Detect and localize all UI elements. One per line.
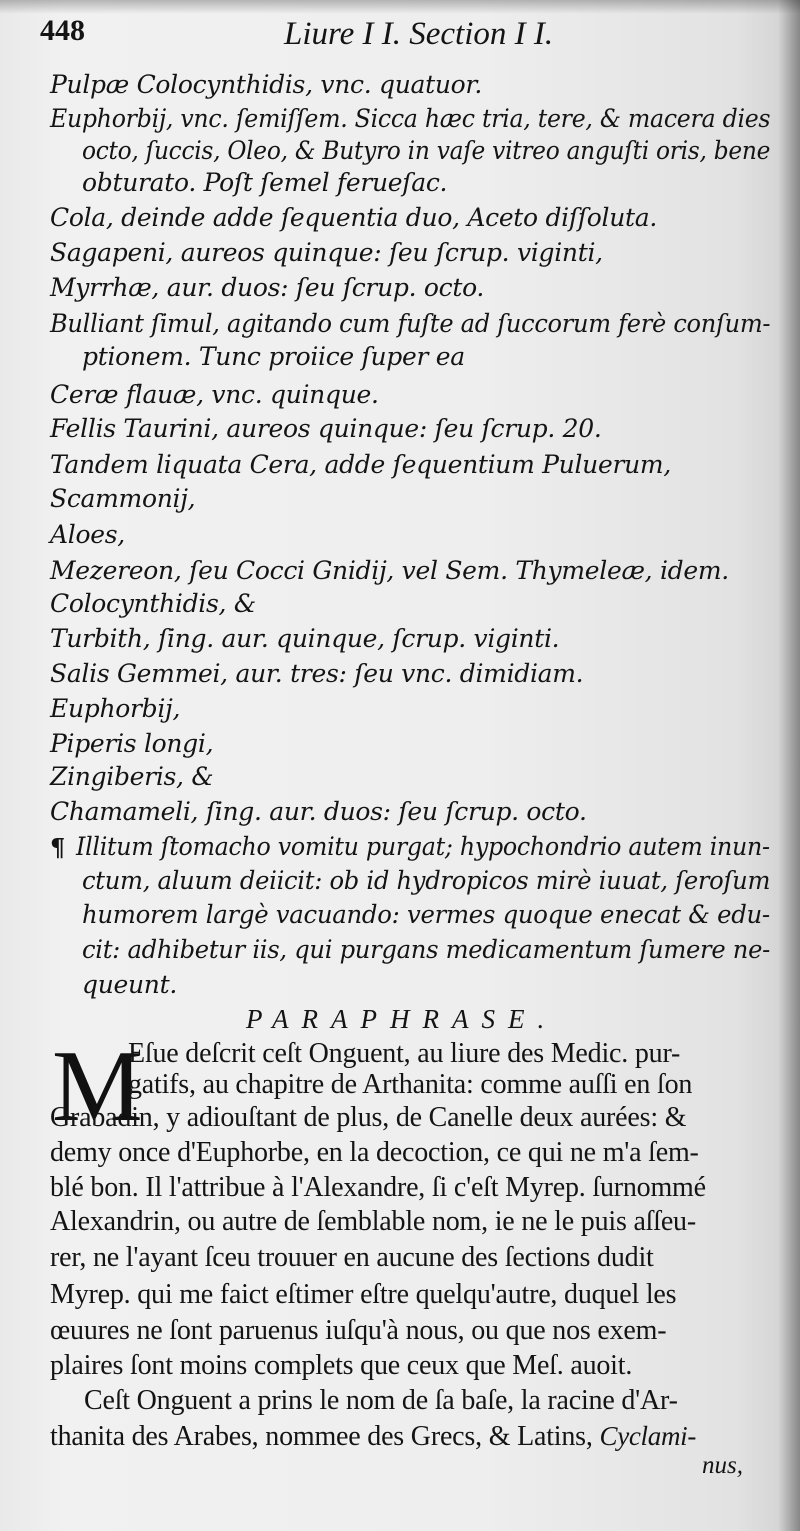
paraphrase-line: demy once d'Euphorbe, en la decoction, ce qui ne m'a ſem- xyxy=(50,1137,699,1168)
recipe-line: Turbith, ſing. aur. quinque, ſcrup. viginti. xyxy=(50,624,560,653)
recipe-line: octo, ſuccis, Oleo, & Butyro in vaſe vitreo anguſti oris, bene xyxy=(82,136,771,165)
recipe-line: Sagapeni, aureos quinque: ſeu ſcrup. viginti, xyxy=(50,238,603,267)
paraphrase-line: œuures ne ſont paruenus iuſqu'à nous, ou que nos exem- xyxy=(50,1315,667,1346)
recipe-line: ptionem. Tunc proiice ſuper ea xyxy=(82,342,465,371)
recipe-line: Aloes, xyxy=(50,520,125,549)
recipe-line: Tandem liquata Cera, adde ſequentium Puluerum, xyxy=(50,450,671,479)
gutter-shadow xyxy=(778,0,800,1531)
drop-cap: M xyxy=(52,1030,143,1143)
recipe-line: Fellis Taurini, aureos quinque: ſeu ſcrup. 20. xyxy=(50,414,602,443)
paraphrase-line: blé bon. Il l'attribue à l'Alexandre, ſi c'eſt Myrep. ſurnommé xyxy=(50,1172,706,1203)
note-line: Illitum ſtomacho vomitu purgat; hypochondrio autem inun- xyxy=(76,832,770,861)
paraphrase-line: gatifs, au chapitre de Arthanita: comme auſſi en ſon xyxy=(128,1069,693,1100)
top-shadow xyxy=(0,0,800,14)
recipe-line: Scammonij, xyxy=(50,484,196,513)
paraphrase-line-text: thanita des Arabes, nommee des Grecs, & Latins, xyxy=(50,1421,600,1452)
catchword: nus, xyxy=(702,1452,743,1479)
recipe-line: Pulpæ Colocynthidis, vnc. quatuor. xyxy=(50,70,482,99)
section-heading: PARAPHRASE. xyxy=(246,1004,558,1034)
paraphrase-line xyxy=(50,1421,696,1453)
recipe-line: Cola, deinde adde ſequentia duo, Aceto diſſoluta. xyxy=(50,203,658,232)
paraphrase-line: Myrep. qui me faict eſtimer eſtre quelqu'autre, duquel les xyxy=(50,1279,677,1310)
recipe-line: Myrrhæ, aur. duos: ſeu ſcrup. octo. xyxy=(50,273,485,302)
note-line: cit: adhibetur iis, qui purgans medicamentum ſumere ne- xyxy=(82,935,771,964)
paraphrase-line: plaires ſont moins complets que ceux que Meſ. auoit. xyxy=(50,1350,633,1381)
paraphrase-line: Alexandrin, ou autre de ſemblable nom, ie ne le puis aſſeu- xyxy=(50,1206,696,1237)
recipe-line: Salis Gemmei, aur. tres: ſeu vnc. dimidiam. xyxy=(50,659,584,688)
recipe-line: obturato. Poſt ſemel ferueſac. xyxy=(82,168,448,197)
paraphrase-line: Grabadin, y adiouſtant de plus, de Canelle deux aurées: & xyxy=(50,1102,687,1133)
page-number: 448 xyxy=(40,14,85,47)
running-title: Liure I I. Section I I. xyxy=(284,16,554,52)
paraphrase-line: rer, ne l'ayant ſceu trouuer en aucune des ſections dudit xyxy=(50,1242,654,1273)
paraphrase-line: Eſue deſcrit ceſt Onguent, au liure des Medic. pur- xyxy=(128,1038,681,1069)
recipe-line: Piperis longi, xyxy=(50,729,214,758)
recipe-line: Ceræ flauæ, vnc. quinque. xyxy=(50,380,379,409)
pilcrow-icon: ¶ xyxy=(50,833,66,862)
paraphrase-line: Ceſt Onguent a prins le nom de ſa baſe, la racine d'Ar- xyxy=(84,1385,678,1416)
recipe-line: Chamameli, ſing. aur. duos: ſeu ſcrup. octo. xyxy=(50,797,587,826)
paraphrase-italic-word: Cyclami- xyxy=(599,1421,697,1451)
recipe-line: Euphorbij, xyxy=(50,694,181,723)
recipe-line: Mezereon, ſeu Cocci Gnidij, vel Sem. Thymeleæ, idem. xyxy=(50,556,729,585)
recipe-line: Bulliant ſimul, agitando cum fuſte ad ſuccorum ferè conſum- xyxy=(50,309,771,338)
recipe-line: Euphorbij, vnc. ſemiſſem. Sicca hæc tria, tere, & macera dies xyxy=(50,104,771,133)
recipe-line: Colocynthidis, & xyxy=(50,589,256,618)
note-line: queunt. xyxy=(82,970,177,999)
note-line: ctum, aluum deiicit: ob id hydropicos mirè iuuat, ſeroſum xyxy=(82,866,771,895)
note-line: humorem largè vacuando: vermes quoque enecat & edu- xyxy=(82,900,770,929)
recipe-line: Zingiberis, & xyxy=(50,762,214,791)
